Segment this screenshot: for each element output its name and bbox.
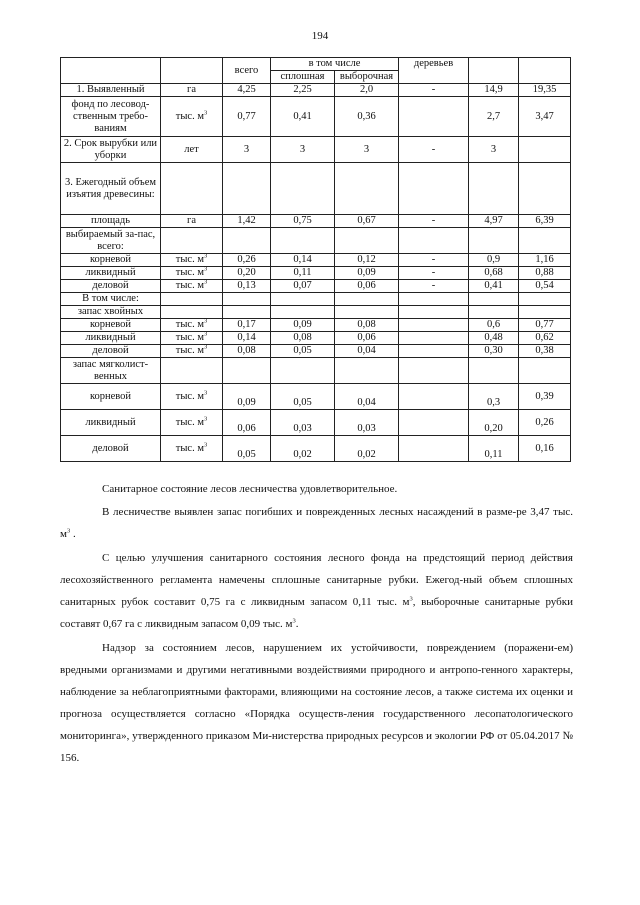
paragraph-text: С целью улучшения санитарного состояния лесного фонда на предстоящий период действия лесохозяйственного регламента намечены сплошные санитарные рубки. Ежегод-ный объем сплошных санитарных рубок составит 0,75 га с ликвидным запасом 0,11 тыс. м — [60, 552, 573, 608]
table-row — [61, 163, 571, 215]
row-label — [61, 84, 161, 97]
superscript: 3 — [409, 595, 413, 603]
value-cell-c1 — [223, 215, 271, 228]
value-cell-c3 — [335, 97, 399, 137]
paragraph-text: Санитарное состояние лесов лесничества удовлетворительное. — [102, 483, 398, 495]
row-label-text: 1. Выявленный — [76, 84, 145, 95]
value-cell-c5-text: 0,3 — [486, 397, 501, 408]
value-cell-c5-text: 0,9 — [486, 254, 501, 265]
table-row — [61, 319, 571, 332]
paragraph-dead-stock — [60, 501, 573, 545]
row-unit-text: тыс. м — [175, 390, 204, 402]
value-cell-c1 — [223, 97, 271, 137]
value-cell-c6 — [519, 280, 571, 293]
value-cell-c1-text: 0,26 — [237, 254, 256, 265]
value-cell-c3 — [335, 137, 399, 163]
row-label — [61, 410, 161, 436]
row-unit-text: тыс. м — [175, 110, 204, 122]
value-cell-c5 — [469, 319, 519, 332]
row-label-text: деловой — [92, 442, 129, 454]
value-cell-c3 — [335, 358, 399, 384]
row-unit — [161, 332, 223, 345]
row-unit — [161, 358, 223, 384]
value-cell-c3-text: 3 — [363, 143, 370, 155]
value-cell-c1 — [223, 306, 271, 319]
page-number: 194 — [311, 30, 329, 42]
row-unit-text: тыс. м — [175, 319, 204, 330]
value-cell-c5 — [469, 436, 519, 462]
value-cell-c2 — [271, 436, 335, 462]
value-cell-c1-text: 0,08 — [237, 345, 256, 356]
value-cell-c1 — [223, 384, 271, 410]
header-empty — [61, 58, 161, 84]
value-cell-c2 — [271, 319, 335, 332]
table-row — [61, 97, 571, 137]
value-cell-c3 — [335, 436, 399, 462]
value-cell-c3-text: 0,04 — [357, 397, 376, 408]
value-cell-c6-text: 0,62 — [535, 332, 554, 343]
value-cell-c2-text: 0,05 — [293, 345, 312, 356]
row-label — [61, 280, 161, 293]
value-cell-c5 — [469, 228, 519, 254]
table-row — [61, 332, 571, 345]
row-unit-text: тыс. м — [175, 416, 204, 428]
value-cell-c4 — [399, 358, 469, 384]
value-cell-c5-text: 14,9 — [484, 84, 503, 95]
value-cell-c6 — [519, 410, 571, 436]
value-cell-c6-text: 0,38 — [535, 345, 554, 356]
value-cell-c2 — [271, 228, 335, 254]
value-cell-c4 — [399, 137, 469, 163]
value-cell-c2 — [271, 84, 335, 97]
row-unit — [161, 267, 223, 280]
value-cell-c3-text: 0,02 — [357, 449, 376, 460]
value-cell-c2 — [271, 358, 335, 384]
value-cell-c3 — [335, 332, 399, 345]
value-cell-c3-text: 0,67 — [357, 215, 376, 226]
value-cell-c5 — [469, 254, 519, 267]
row-unit — [161, 228, 223, 254]
value-cell-c5 — [469, 358, 519, 384]
value-cell-c2-text: 0,11 — [293, 267, 312, 278]
value-cell-c3-text: 0,09 — [357, 267, 376, 278]
value-cell-c2 — [271, 254, 335, 267]
value-cell-c1-text: 1,42 — [237, 215, 256, 226]
value-cell-c2-text: 0,75 — [293, 215, 312, 226]
value-cell-c5 — [469, 410, 519, 436]
value-cell-c1 — [223, 358, 271, 384]
row-unit-text: га — [187, 84, 196, 95]
value-cell-c6-text: 3,47 — [535, 110, 554, 122]
value-cell-c2 — [271, 163, 335, 215]
value-cell-c2 — [271, 345, 335, 358]
value-cell-c3 — [335, 345, 399, 358]
value-cell-c1 — [223, 436, 271, 462]
row-label-text: площадь — [91, 215, 130, 226]
value-cell-c4 — [399, 306, 469, 319]
unit-superscript: 3 — [203, 317, 208, 325]
paragraph-sanitary-state — [60, 478, 573, 500]
table-row — [61, 228, 571, 254]
paragraph-text: Надзор за состоянием лесов, нарушением их устойчивости, повреждением (поражени-ем) вредными организмами и другими негативными воздействиями природного и антропо-генного характеры, наблюдение за неблагоприятными факторами, влияющими на состояние лесов, а также система их оценки и прогноза осуществляется согласно «Порядка осуществ-ления государственного лесопатологического мониторинга», утвержденного приказом Ми-нистерства природных ресурсов и экологии РФ от 05.04.2017 № 156. — [60, 642, 573, 764]
value-cell-c5-text: 0,20 — [484, 423, 503, 434]
row-label — [61, 293, 161, 306]
value-cell-c1-text: 0,77 — [237, 110, 256, 122]
value-cell-c2-text: 0,07 — [293, 280, 312, 291]
value-cell-c4 — [399, 163, 469, 215]
unit-superscript: 3 — [203, 343, 208, 351]
row-label-text: ликвидный — [85, 416, 136, 428]
paragraph-cuttings — [60, 547, 573, 635]
unit-superscript: 3 — [203, 389, 208, 396]
row-unit — [161, 410, 223, 436]
header-derevev: деревьев — [399, 58, 469, 84]
unit-superscript: 3 — [203, 265, 208, 273]
value-cell-c5 — [469, 84, 519, 97]
value-cell-c2 — [271, 306, 335, 319]
row-unit — [161, 215, 223, 228]
value-cell-c3 — [335, 293, 399, 306]
value-cell-c2-text: 0,41 — [293, 110, 312, 122]
value-cell-c2 — [271, 332, 335, 345]
value-cell-c3-text: 0,06 — [357, 332, 376, 343]
value-cell-c1 — [223, 163, 271, 215]
table-row — [61, 410, 571, 436]
row-label — [61, 215, 161, 228]
value-cell-c5 — [469, 345, 519, 358]
table-row — [61, 345, 571, 358]
header-vyborochnaya: выборочная — [335, 71, 399, 84]
value-cell-c1 — [223, 280, 271, 293]
value-cell-c6 — [519, 254, 571, 267]
value-cell-c6-text: 0,16 — [535, 442, 554, 454]
row-label-text: фонд по лесовод-ственным требо-ваниям — [71, 98, 150, 134]
value-cell-c3-text: 0,03 — [357, 423, 376, 434]
value-cell-c4 — [399, 228, 469, 254]
value-cell-c3-text: 0,06 — [357, 280, 376, 291]
value-cell-c6 — [519, 345, 571, 358]
table-row — [61, 267, 571, 280]
paragraph-text: , выборочные санитарные рубки составят 0,67 га с ликвидным запасом 0,09 тыс. м — [60, 596, 573, 630]
value-cell-c1-text: 0,14 — [237, 332, 256, 343]
paragraph-text: . — [70, 528, 76, 540]
value-cell-c1 — [223, 332, 271, 345]
value-cell-c3-text: 0,04 — [357, 345, 376, 356]
value-cell-c2-text: 0,02 — [293, 449, 312, 460]
value-cell-c3 — [335, 319, 399, 332]
row-unit — [161, 97, 223, 137]
value-cell-c6-text: 0,26 — [535, 416, 554, 428]
value-cell-c4 — [399, 345, 469, 358]
table-row — [61, 137, 571, 163]
row-label-text: запас мягколист-венных — [72, 358, 149, 382]
value-cell-c2 — [271, 215, 335, 228]
value-cell-c3-text: 0,08 — [357, 319, 376, 330]
unit-superscript: 3 — [203, 415, 208, 422]
row-label — [61, 358, 161, 384]
value-cell-c4 — [399, 267, 469, 280]
value-cell-c3 — [335, 84, 399, 97]
value-cell-c1-text: 0,09 — [237, 397, 256, 408]
value-cell-c4 — [399, 436, 469, 462]
value-cell-c3-text: 0,12 — [357, 254, 376, 265]
value-cell-c3-text: 2,0 — [359, 84, 374, 95]
header-v-tom-chisle: в том числе — [271, 58, 399, 71]
table-row — [61, 384, 571, 410]
paragraph-text: . — [295, 618, 299, 630]
value-cell-c6-text: 1,16 — [535, 254, 554, 265]
row-unit — [161, 280, 223, 293]
value-cell-c1-text: 0,20 — [237, 267, 256, 278]
value-cell-c4-text: - — [431, 267, 436, 278]
table-row — [61, 215, 571, 228]
value-cell-c2 — [271, 280, 335, 293]
value-cell-c1 — [223, 410, 271, 436]
row-unit — [161, 345, 223, 358]
value-cell-c6 — [519, 163, 571, 215]
row-label-text: выбираемый за-пас, всего: — [65, 228, 156, 252]
value-cell-c4 — [399, 332, 469, 345]
value-cell-c4 — [399, 215, 469, 228]
row-label-text: деловой — [92, 280, 129, 291]
row-label-text: ликвидный — [85, 332, 136, 343]
value-cell-c3 — [335, 163, 399, 215]
row-unit-text: лет — [184, 143, 199, 155]
row-label — [61, 163, 161, 215]
unit-superscript: 3 — [203, 441, 208, 448]
value-cell-c1-text: 3 — [243, 143, 250, 155]
value-cell-c2-text: 0,08 — [293, 332, 312, 343]
value-cell-c1-text: 0,13 — [237, 280, 256, 291]
row-unit — [161, 293, 223, 306]
value-cell-c1-text: 4,25 — [237, 84, 256, 95]
row-label — [61, 319, 161, 332]
row-label-text: корневой — [89, 319, 132, 330]
value-cell-c2-text: 0,03 — [293, 423, 312, 434]
row-label-text: корневой — [89, 390, 132, 402]
value-cell-c6 — [519, 228, 571, 254]
value-cell-c5 — [469, 215, 519, 228]
value-cell-c5-text: 4,97 — [484, 215, 503, 226]
row-label — [61, 137, 161, 163]
row-unit-text: тыс. м — [175, 267, 204, 278]
value-cell-c2 — [271, 267, 335, 280]
value-cell-c4-text: - — [431, 84, 436, 95]
value-cell-c2-text: 0,14 — [293, 254, 312, 265]
value-cell-c6 — [519, 215, 571, 228]
value-cell-c5 — [469, 384, 519, 410]
value-cell-c6-text: 0,77 — [535, 319, 554, 330]
value-cell-c5 — [469, 332, 519, 345]
value-cell-c4 — [399, 280, 469, 293]
value-cell-c5 — [469, 280, 519, 293]
value-cell-c4-text: - — [431, 143, 436, 155]
header-empty — [519, 58, 571, 84]
value-cell-c5-text: 3 — [490, 143, 497, 155]
row-unit-text: тыс. м — [175, 254, 204, 265]
value-cell-c6-text: 6,39 — [535, 215, 554, 226]
value-cell-c6-text: 19,35 — [532, 84, 557, 95]
row-label — [61, 384, 161, 410]
row-label-text: корневой — [89, 254, 132, 265]
row-label — [61, 345, 161, 358]
row-unit — [161, 163, 223, 215]
row-label — [61, 332, 161, 345]
row-label-text: В том числе: — [82, 293, 139, 304]
value-cell-c4-text: - — [431, 254, 436, 265]
value-cell-c6 — [519, 97, 571, 137]
value-cell-c2-text: 3 — [299, 143, 306, 155]
value-cell-c5-text: 0,30 — [484, 345, 503, 356]
value-cell-c1-text: 0,05 — [237, 449, 256, 460]
value-cell-c6 — [519, 436, 571, 462]
header-empty — [161, 58, 223, 84]
value-cell-c5-text: 0,41 — [484, 280, 503, 291]
row-label-text: ликвидный — [85, 267, 136, 278]
row-unit-text: тыс. м — [175, 442, 204, 454]
value-cell-c3 — [335, 254, 399, 267]
unit-superscript: 3 — [203, 330, 208, 338]
table-row — [61, 280, 571, 293]
value-cell-c3 — [335, 215, 399, 228]
row-label — [61, 267, 161, 280]
row-label-text: запас хвойных — [77, 306, 144, 317]
paragraph-text: В лесничестве выявлен запас погибших и поврежденных лесных насаждений в разме-ре 3,47 тыс. м — [60, 506, 573, 540]
value-cell-c2 — [271, 97, 335, 137]
value-cell-c4-text: - — [431, 215, 436, 226]
row-label-text: 3. Ежегодный объем изъятия древесины: — [64, 176, 156, 200]
value-cell-c3 — [335, 410, 399, 436]
value-cell-c5-text: 0,11 — [484, 449, 503, 460]
value-cell-c6-text: 0,88 — [535, 267, 554, 278]
value-cell-c4 — [399, 319, 469, 332]
value-cell-c4 — [399, 254, 469, 267]
value-cell-c5 — [469, 293, 519, 306]
value-cell-c5 — [469, 267, 519, 280]
row-label — [61, 228, 161, 254]
value-cell-c4 — [399, 97, 469, 137]
value-cell-c2 — [271, 137, 335, 163]
row-unit-text: тыс. м — [175, 332, 204, 343]
row-unit — [161, 137, 223, 163]
value-cell-c2-text: 0,09 — [293, 319, 312, 330]
value-cell-c4 — [399, 410, 469, 436]
unit-superscript: 3 — [203, 109, 208, 116]
superscript: 3 — [292, 617, 296, 625]
row-label — [61, 436, 161, 462]
value-cell-c2 — [271, 410, 335, 436]
table-row — [61, 436, 571, 462]
value-cell-c6 — [519, 137, 571, 163]
value-cell-c1 — [223, 137, 271, 163]
value-cell-c6 — [519, 267, 571, 280]
value-cell-c1-text: 0,17 — [237, 319, 256, 330]
value-cell-c5 — [469, 97, 519, 137]
value-cell-c6 — [519, 319, 571, 332]
value-cell-c4-text: - — [431, 280, 436, 291]
row-label — [61, 306, 161, 319]
value-cell-c6 — [519, 332, 571, 345]
value-cell-c5 — [469, 163, 519, 215]
row-unit — [161, 84, 223, 97]
value-cell-c5-text: 0,68 — [484, 267, 503, 278]
table-row — [61, 306, 571, 319]
value-cell-c5-text: 0,6 — [486, 319, 501, 330]
paragraph-forest-monitoring — [60, 637, 573, 769]
value-cell-c5-text: 2,7 — [486, 110, 501, 122]
value-cell-c4 — [399, 84, 469, 97]
table-row — [61, 254, 571, 267]
unit-superscript: 3 — [203, 252, 208, 260]
table-row — [61, 293, 571, 306]
header-empty — [469, 58, 519, 84]
value-cell-c3 — [335, 267, 399, 280]
table-row — [61, 84, 571, 97]
value-cell-c1 — [223, 267, 271, 280]
row-unit — [161, 306, 223, 319]
value-cell-c1 — [223, 228, 271, 254]
value-cell-c6 — [519, 293, 571, 306]
value-cell-c6 — [519, 306, 571, 319]
value-cell-c3-text: 0,36 — [357, 110, 376, 122]
superscript: 3 — [66, 527, 71, 535]
timber-table — [60, 57, 571, 462]
value-cell-c2 — [271, 293, 335, 306]
value-cell-c6-text: 0,39 — [535, 390, 554, 402]
row-label — [61, 254, 161, 267]
table-row — [61, 358, 571, 384]
row-unit-text: тыс. м — [175, 280, 204, 291]
value-cell-c2-text: 0,05 — [293, 397, 312, 408]
row-unit — [161, 319, 223, 332]
value-cell-c1-text: 0,06 — [237, 423, 256, 434]
unit-superscript: 3 — [203, 278, 208, 286]
value-cell-c1 — [223, 319, 271, 332]
row-unit — [161, 384, 223, 410]
value-cell-c2 — [271, 384, 335, 410]
row-unit-text: га — [187, 215, 196, 226]
header-sploshnaya: сплошная — [271, 71, 335, 84]
value-cell-c6-text: 0,54 — [535, 280, 554, 291]
value-cell-c5 — [469, 306, 519, 319]
value-cell-c5 — [469, 137, 519, 163]
value-cell-c3 — [335, 306, 399, 319]
value-cell-c2-text: 2,25 — [293, 84, 312, 95]
value-cell-c6 — [519, 358, 571, 384]
value-cell-c5-text: 0,48 — [484, 332, 503, 343]
value-cell-c4 — [399, 293, 469, 306]
value-cell-c6 — [519, 384, 571, 410]
row-unit-text: тыс. м — [175, 345, 204, 356]
value-cell-c1 — [223, 254, 271, 267]
header-row-1 — [61, 58, 571, 71]
value-cell-c4 — [399, 384, 469, 410]
value-cell-c1 — [223, 345, 271, 358]
value-cell-c1 — [223, 293, 271, 306]
value-cell-c3 — [335, 384, 399, 410]
row-unit — [161, 436, 223, 462]
row-label — [61, 97, 161, 137]
row-label-text: 2. Срок вырубки или уборки — [63, 137, 158, 161]
value-cell-c1 — [223, 84, 271, 97]
value-cell-c6 — [519, 84, 571, 97]
row-label-text: деловой — [92, 345, 129, 356]
row-unit — [161, 254, 223, 267]
value-cell-c3 — [335, 228, 399, 254]
header-vsego: всего — [223, 58, 271, 84]
value-cell-c3 — [335, 280, 399, 293]
